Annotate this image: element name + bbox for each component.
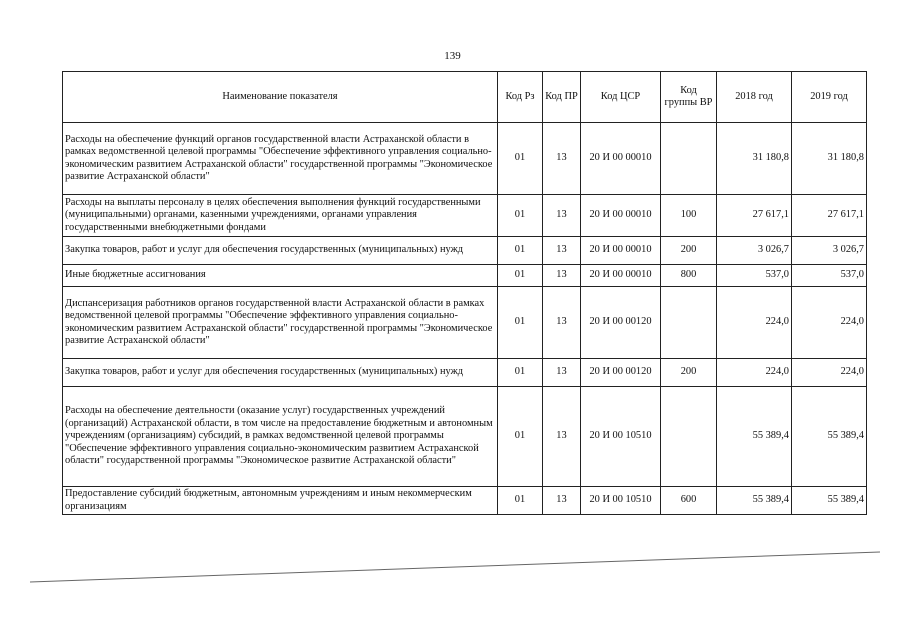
- row-code-rz: 01: [498, 123, 543, 195]
- row-code-pr: 13: [543, 287, 581, 359]
- row-amount-2019: 55 389,4: [792, 487, 867, 515]
- row-amount-2018: 224,0: [717, 287, 792, 359]
- row-code-csr: 20 И 00 10510: [581, 387, 661, 487]
- header-rz: Код Рз: [498, 72, 543, 123]
- row-amount-2018: 55 389,4: [717, 387, 792, 487]
- row-code-vr: [661, 123, 717, 195]
- table-row: [63, 265, 867, 287]
- header-name: Наименование показателя: [63, 72, 498, 123]
- row-code-rz: 01: [498, 265, 543, 287]
- table-row: [63, 287, 867, 359]
- row-amount-2018: 27 617,1: [717, 195, 792, 237]
- row-code-csr: 20 И 00 00010: [581, 237, 661, 265]
- row-code-pr: 13: [543, 359, 581, 387]
- row-name: Закупка товаров, работ и услуг для обеспечения государственных (муниципальных) нужд: [63, 237, 498, 265]
- row-amount-2018: 224,0: [717, 359, 792, 387]
- row-name: Расходы на обеспечение функций органов государственной власти Астраханской области в рамках ведомственной целевой программы "Обеспечение эффективного управления социально-экономическим развитием Астраханской области" государственной программы "Экономическое развитие Астраханской области": [63, 123, 498, 195]
- table-row: [63, 359, 867, 387]
- row-amount-2018: 3 026,7: [717, 237, 792, 265]
- row-name: Закупка товаров, работ и услуг для обеспечения государственных (муниципальных) нужд: [63, 359, 498, 387]
- row-code-csr: 20 И 00 00120: [581, 287, 661, 359]
- row-code-vr: 800: [661, 265, 717, 287]
- row-code-csr: 20 И 00 10510: [581, 487, 661, 515]
- row-code-pr: 13: [543, 387, 581, 487]
- table-row: [63, 123, 867, 195]
- row-code-pr: 13: [543, 195, 581, 237]
- page-number: 139: [444, 50, 461, 62]
- row-name: Иные бюджетные ассигнования: [63, 265, 498, 287]
- table-row: [63, 487, 867, 515]
- row-code-csr: 20 И 00 00010: [581, 123, 661, 195]
- row-code-vr: [661, 287, 717, 359]
- row-amount-2018: 31 180,8: [717, 123, 792, 195]
- row-code-rz: 01: [498, 195, 543, 237]
- row-code-rz: 01: [498, 287, 543, 359]
- row-amount-2019: 224,0: [792, 287, 867, 359]
- row-code-vr: [661, 387, 717, 487]
- row-code-pr: 13: [543, 123, 581, 195]
- row-code-vr: 100: [661, 195, 717, 237]
- row-name: Предоставление субсидий бюджетным, автономным учреждениям и иным некоммерческим организациям: [63, 487, 498, 515]
- row-amount-2018: 537,0: [717, 265, 792, 287]
- row-code-csr: 20 И 00 00010: [581, 265, 661, 287]
- row-name: Расходы на обеспечение деятельности (оказание услуг) государственных учреждений (организаций) Астраханской области, в том числе на предоставление бюджетным и автономным учреждениям (организациям) субсидий, в рамках ведомственной целевой программы "Обеспечение эффективного управления социально-экономическим развитием Астраханской области" государственной программы "Экономическое развитие Астраханской области": [63, 387, 498, 487]
- row-code-csr: 20 И 00 00120: [581, 359, 661, 387]
- row-code-vr: 200: [661, 359, 717, 387]
- scan-artifact-line: [0, 550, 905, 590]
- table-row: [63, 237, 867, 265]
- row-amount-2019: 537,0: [792, 265, 867, 287]
- row-name: Расходы на выплаты персоналу в целях обеспечения выполнения функций государственными (муниципальными) органами, казенными учреждениями, органами управления государственными внебюджетными фондами: [63, 195, 498, 237]
- header-pr: Код ПР: [543, 72, 581, 123]
- row-amount-2019: 224,0: [792, 359, 867, 387]
- row-code-rz: 01: [498, 237, 543, 265]
- row-code-pr: 13: [543, 265, 581, 287]
- row-amount-2018: 55 389,4: [717, 487, 792, 515]
- row-amount-2019: 27 617,1: [792, 195, 867, 237]
- row-code-csr: 20 И 00 00010: [581, 195, 661, 237]
- row-code-vr: 200: [661, 237, 717, 265]
- table-header-row: [63, 72, 867, 123]
- row-code-pr: 13: [543, 237, 581, 265]
- row-amount-2019: 31 180,8: [792, 123, 867, 195]
- table-row: [63, 195, 867, 237]
- row-code-rz: 01: [498, 359, 543, 387]
- table-row: [63, 387, 867, 487]
- row-amount-2019: 55 389,4: [792, 387, 867, 487]
- header-vr: Код группы ВР: [661, 72, 717, 123]
- row-code-vr: 600: [661, 487, 717, 515]
- row-code-pr: 13: [543, 487, 581, 515]
- header-csr: Код ЦСР: [581, 72, 661, 123]
- row-amount-2019: 3 026,7: [792, 237, 867, 265]
- header-2018: 2018 год: [717, 72, 792, 123]
- header-2019: 2019 год: [792, 72, 867, 123]
- row-code-rz: 01: [498, 387, 543, 487]
- budget-table: [62, 71, 867, 515]
- row-name: Диспансеризация работников органов государственной власти Астраханской области в рамках ведомственной целевой программы "Обеспечение эффективного управления социально-экономическим развитием Астраханской области" государственной программы "Экономическое развитие Астраханской области": [63, 287, 498, 359]
- row-code-rz: 01: [498, 487, 543, 515]
